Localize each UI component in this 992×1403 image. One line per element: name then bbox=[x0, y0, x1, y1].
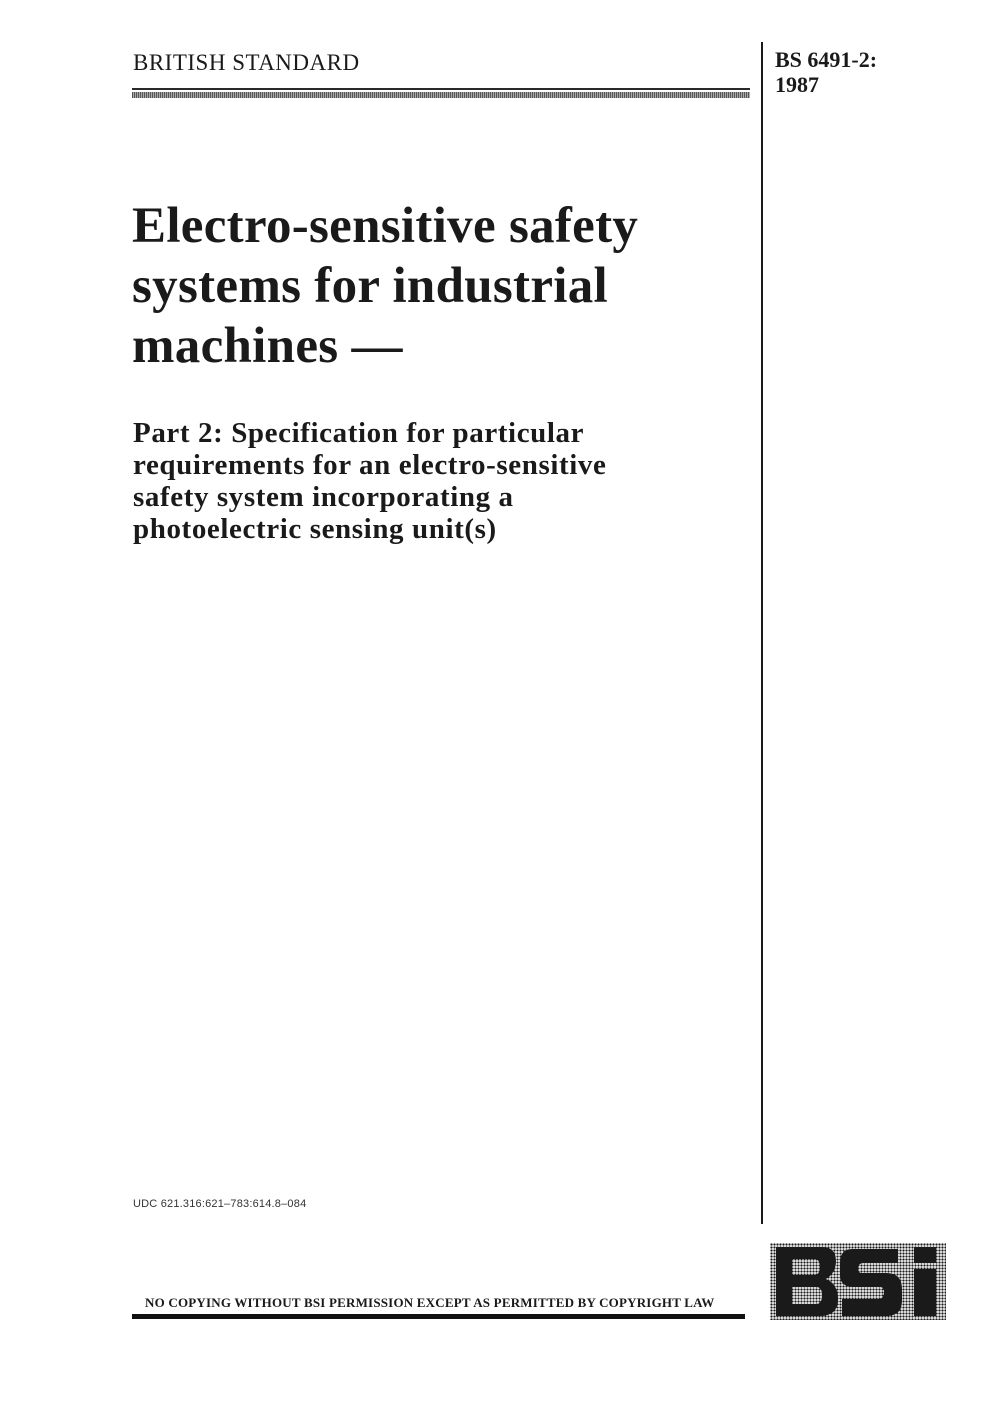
subtitle-line3: safety system incorporating a bbox=[133, 481, 514, 513]
title-line3: machines — bbox=[132, 318, 403, 374]
series-label: BRITISH STANDARD bbox=[133, 50, 360, 75]
bsi-logo-icon bbox=[770, 1243, 946, 1320]
document-number bbox=[775, 47, 877, 97]
document-number-line2: 1987 bbox=[775, 72, 819, 97]
copyright-notice: NO COPYING WITHOUT BSI PERMISSION EXCEPT AS PERMITTED BY COPYRIGHT LAW bbox=[145, 1295, 715, 1310]
title-line1: Electro-sensitive safety bbox=[132, 198, 639, 254]
document-number-line1: BS 6491-2: bbox=[775, 47, 878, 72]
title-line2: systems for industrial bbox=[132, 258, 609, 314]
header-rule-thick bbox=[132, 92, 750, 98]
udc-classification: UDC 621.316:621–783:614.8–084 bbox=[133, 1198, 307, 1210]
subtitle-line4: photoelectric sensing unit(s) bbox=[133, 513, 497, 545]
header-rule-thin bbox=[132, 88, 750, 90]
header-rule bbox=[132, 88, 750, 98]
vertical-divider bbox=[761, 42, 763, 1224]
part-subtitle bbox=[133, 417, 753, 545]
page-title bbox=[132, 196, 752, 376]
footer-rule bbox=[132, 1314, 745, 1319]
subtitle-line1: Part 2: Specification for particular bbox=[133, 417, 585, 449]
subtitle-line2: requirements for an electro-sensitive bbox=[133, 449, 607, 481]
